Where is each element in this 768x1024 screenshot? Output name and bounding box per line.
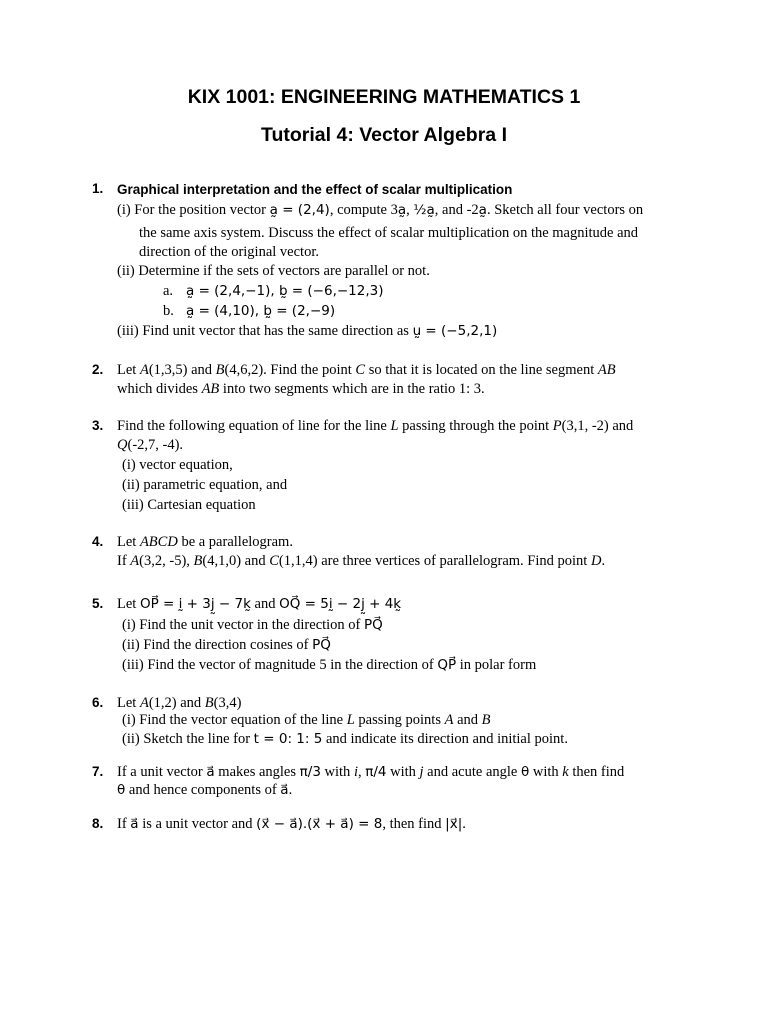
question-5-part-iii: (iii) Find the vector of magnitude 5 in the direction of QP⃗ in polar form	[122, 657, 537, 673]
course-title: KIX 1001: ENGINEERING MATHEMATICS 1	[187, 86, 581, 108]
question-3-part-iii: (iii) Cartesian equation	[122, 497, 256, 513]
question-3-part-ii: (ii) parametric equation, and	[122, 477, 288, 493]
question-4-line-2: If A(3,2, -5), B(4,1,0) and C(1,1,4) are three vertices of parallelogram. Find point D.	[117, 553, 606, 569]
question-7-line-1: If a unit vector a⃗ makes angles π/3 with i, π/4 with j and acute angle θ with k then find	[117, 764, 625, 780]
question-3-number: 3.	[92, 418, 104, 433]
question-5-number: 5.	[92, 596, 104, 611]
question-1-part-ii: (ii) Determine if the sets of vectors are parallel or not.	[117, 263, 430, 279]
question-3-part-i: (i) vector equation,	[122, 457, 233, 473]
question-7-number: 7.	[92, 764, 104, 779]
question-5-part-i: (i) Find the unit vector in the direction of PQ⃗	[122, 617, 383, 633]
question-2-number: 2.	[92, 362, 104, 377]
question-2-line-2: which divides AB into two segments which are in the ratio 1: 3.	[117, 381, 485, 397]
question-4-line-1: Let ABCD be a parallelogram.	[117, 534, 293, 550]
question-5-part-ii: (ii) Find the direction cosines of PQ⃗	[122, 637, 331, 653]
question-1-part-i: (i) For the position vector a̰ = (2,4), compute 3a̰, ½a̰, and -2a̰. Sketch all four vectors on	[117, 202, 644, 218]
question-2-line-1: Let A(1,3,5) and B(4,6,2). Find the point C so that it is located on the line segment AB	[117, 362, 616, 378]
question-8-line-1: If a⃗ is a unit vector and (x⃗ − a⃗).(x⃗ + a⃗) = 8, then find |x⃗|.	[117, 816, 466, 832]
question-1-number: 1.	[92, 181, 104, 196]
question-3-line-2: Q(-2,7, -4).	[117, 437, 184, 453]
question-1-part-i-line-2: the same axis system. Discuss the effect of scalar multiplication on the magnitude and	[139, 225, 639, 241]
question-1-part-i-line-3: direction of the original vector.	[139, 244, 319, 260]
question-6-part-i: (i) Find the vector equation of the line L passing points A and B	[122, 712, 491, 728]
question-1-part-iii: (iii) Find unit vector that has the same direction as ṵ = (−5,2,1)	[117, 323, 498, 339]
question-5-line-1: Let OP⃗ = ḭ + 3j̰ − 7k̰ and OQ⃗ = 5ḭ − 2j̰ + 4k̰	[117, 596, 402, 612]
question-1-part-ii-b-vectors: a̰ = (4,10), b̰ = (2,−9)	[186, 303, 336, 319]
question-6-number: 6.	[92, 695, 104, 710]
question-1-part-ii-a-vectors: a̰ = (2,4,−1), b̰ = (−6,−12,3)	[186, 283, 384, 299]
question-3-line-1: Find the following equation of line for the line L passing through the point P(3,1, -2) and	[117, 418, 634, 434]
question-1-part-ii-b-label: b.	[163, 303, 174, 319]
tutorial-title: Tutorial 4: Vector Algebra I	[261, 124, 507, 146]
question-1-heading: Graphical interpretation and the effect of scalar multiplication	[117, 182, 513, 197]
question-8-number: 8.	[92, 816, 104, 831]
question-1-part-ii-a-label: a.	[163, 283, 174, 299]
question-7-line-2: θ and hence components of a⃗.	[117, 782, 293, 798]
question-4-number: 4.	[92, 534, 104, 549]
question-6-part-ii: (ii) Sketch the line for t = 0: 1: 5 and indicate its direction and initial point.	[122, 731, 568, 747]
question-6-line-1: Let A(1,2) and B(3,4)	[117, 695, 242, 711]
